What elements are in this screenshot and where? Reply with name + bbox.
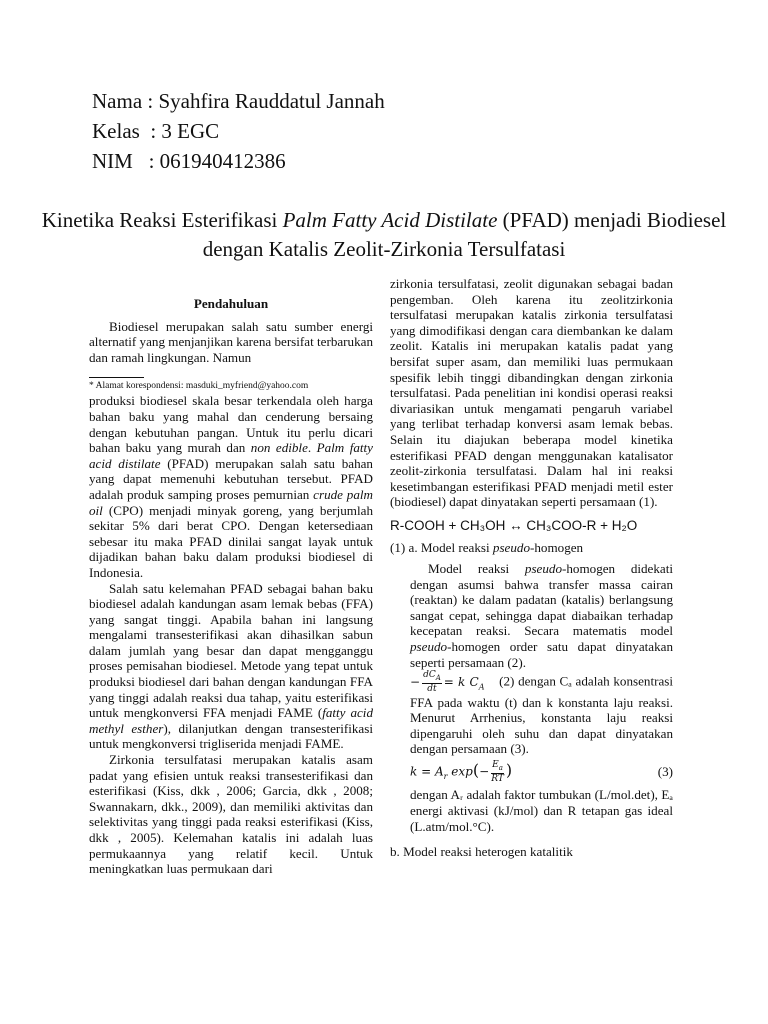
- intro-paragraph: Biodiesel merupakan salah satu sumber energi alternatif yang menjanjikan karena bersifat terbarukan dan ramah lingkungan. Namun: [89, 318, 373, 365]
- subsection-a-heading: (1) a. Model reaksi pseudo-homogen: [390, 539, 584, 555]
- zirconia-paragraph: Zirkonia tersulfatasi merupakan katalis asam padat yang efisien untuk reaksi transesterifikasi dan esterifikasi (Kiss, dkk , 2006; Garcia, dkk , 2008; Swannakarn, dkk., 2009), dan memiliki aktivitas dan selektivitas yang tinggi pada reaksi esterifikasi (Kiss, dkk , 2005). Kelemahan katalis ini adalah luas permukaannya yang relatif kecil. Untuk meningkatkan luas permukaan dari: [89, 752, 373, 877]
- left-column: [89, 296, 373, 877]
- intro-paragraph-continued: produksi biodiesel skala besar terkendala oleh harga bahan baku yang mahal dan cenderung bersaing dengan kebutuhan pangan. Untuk itu perlu dicari bahan baku yang murah dan non edible. Palm fatty acid distilate (PFAD) merupakan salah satu bahan yang dapat memenuhi kebutuhan tersebut. PFAD adalah produk samping proses pemurnian crude palm oil (CPO) menjadi minyak goreng, yang berjumlah sekitar 5% dari berat CPO. Dengan ketersediaan sebesar itu maka PFAD dinilai sangat layak untuk dijadikan bahan baku dalam produksi biodiesel di Indonesia.: [89, 393, 373, 580]
- zeolite-paragraph: zirkonia tersulfatasi, zeolit digunakan sebagai badan pengemban. Oleh karena itu zeolitzirkonia tersulfatasi merupakan katalis zirkonia tersulfatasi yang dimodifikasi dengan cara diembankan ke dalam zeolit. Katalis ini merupakan katalis padat yang bersifat super asam, dan memiliki luas permukaan spesifik lebih tinggi dibandingkan dengan zirkonia tersulfatasi. Pada penelitian ini kondisi operasi reaksi divariasikan untuk mengamati pengaruh variabel yang terlibat terhadap konversi asam lemak bebas. Selain itu diajukan beberapa model kinetika esterifikasi PFAD dengan menggunakan katalisator zeolit-zirkonia tersulfatasi. Dalam hal ini reaksi kesetimbangan esterifikasi PFAD menjadi metil ester (biodiesel) dapat dinyatakan seperti persamaan (1).: [390, 276, 673, 510]
- pseudo-homogen-block: [390, 561, 673, 834]
- paper-title: [40, 206, 728, 264]
- equation-2-block: [410, 670, 673, 757]
- student-info: [92, 86, 385, 176]
- equation-2-text: (2) dengan Cₐ adalah konsentrasi FFA pada waktu (t) dan k konstanta laju reaksi. Menurut Arrhenius, konstanta laju reaksi dipengaruhi oleh suhu dan dapat dinyatakan dengan persamaan (3).: [410, 673, 673, 757]
- pseudo-homogen-paragraph: Model reaksi pseudo-homogen didekati dengan asumsi bahwa transfer massa cairan (reaktan) ke dalam padatan (katalis) berlangsung sangat cepat, sehingga dapat diabaikan terhadap kecepatan reaksi. Secara matematis model pseudo-homogen order satu dapat dinyatakan seperti persamaan (2).: [410, 561, 674, 670]
- student-name: Nama : Syahfira Rauddatul Jannah: [92, 89, 385, 113]
- title-italic: Palm Fatty Acid Distilate: [282, 208, 498, 232]
- student-class: Kelas : 3 EGC: [92, 119, 220, 143]
- footnote-divider: [89, 377, 144, 378]
- section-heading: Pendahuluan: [193, 296, 269, 311]
- title-part-1: Kinetika Reaksi Esterifikasi: [41, 208, 283, 232]
- equation-3-row: [410, 760, 673, 784]
- equation-3-number: (3): [657, 764, 673, 780]
- pfad-weakness-paragraph: Salah satu kelemahan PFAD sebagai bahan baku biodiesel adalah kandungan asam lemak bebas (FFA) yang sangat tinggi. Apabila bahan ini langsung mengalami transesterifikasi akan dihasilkan sabun dalam jumlah yang besar dan dapat mengganggu proses pemisahan biodiesel. Metode yang tepat untuk produksi biodiesel dari bahan dengan kandungan FFA yang tinggi adalah reaksi dua tahap, yaitu esterifikasi untuk mengkonversi FFA menjadi FAME (fatty acid methyl esther), dilanjutkan dengan transesterifikasi untuk mengkonversi trigliserida menjadi FAME.: [89, 580, 373, 752]
- arrhenius-equation: $k = A_r$ exp(− $\frac{E_a}{RT}$ ): [410, 760, 513, 784]
- reaction-equation: R-COOH + CH₃OH ↔ CH₃COO-R + H₂O: [390, 517, 638, 533]
- arrhenius-explanation: dengan Aᵣ adalah faktor tumbukan (L/mol.det), Eₐ energi aktivasi (kJ/mol) dan R tetapan gas ideal (L.atm/mol.°C).: [410, 787, 673, 834]
- title-part-2: (PFAD) menjadi Biodiesel dengan Katalis Zeolit-Zirkonia Tersulfatasi: [202, 208, 727, 261]
- right-column: [390, 276, 673, 860]
- student-id: NIM : 061940412386: [92, 149, 286, 173]
- subsection-b-heading: b. Model reaksi heterogen katalitik: [390, 844, 573, 860]
- footnote: * Alamat korespondensi: masduki_myfriend@yahoo.com: [89, 381, 309, 392]
- rate-equation: − $\frac{dC_A}{dt}$ = k $C_A$: [410, 670, 485, 695]
